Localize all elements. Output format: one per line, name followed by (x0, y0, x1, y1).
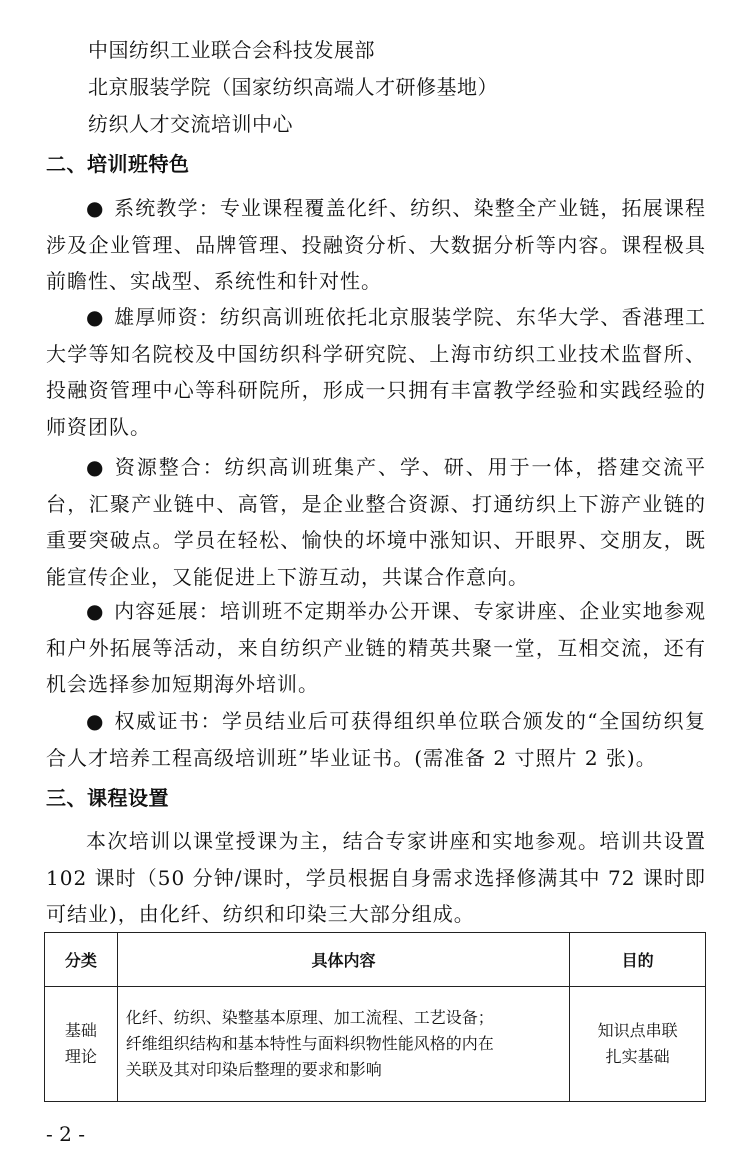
header-category: 分类 (45, 933, 118, 987)
bullet-icon: ● (86, 196, 105, 220)
feature-item-systematic: ● 系统教学：专业课程覆盖化纤、纺织、染整全产业链，拓展课程涉及企业管理、品牌管理、投融资分析、大数据分析等内容。课程极具前瞻性、实战型、系统性和针对性。 (46, 190, 706, 300)
organizer-2: 北京服装学院（国家纺织高端人才研修基地） (88, 75, 498, 99)
feature-item-resources: ● 资源整合：纺织高训班集产、学、研、用于一体，搭建交流平台，汇聚产业链中、高管，是企业整合资源、打通纺织上下游产业链的重要突破点。学员在轻松、愉快的坏境中涨知识、开眼界、交朋友，既能宣传企业，又能促进上下游互动，共谋合作意向。 (46, 449, 706, 595)
bullet-icon: ● (86, 709, 105, 733)
bullet-icon: ● (86, 599, 105, 623)
cell-category: 基础 理论 (45, 987, 118, 1102)
section-heading-features: 二、培训班特色 (46, 152, 190, 176)
organizer-1: 中国纺织工业联合会科技发展部 (88, 38, 375, 62)
bullet-icon: ● (86, 455, 105, 479)
table-header-row (45, 933, 706, 987)
header-content: 具体内容 (117, 933, 570, 987)
course-table (44, 932, 706, 1102)
table-row (45, 987, 706, 1102)
courses-intro: 本次培训以课堂授课为主，结合专家讲座和实地参观。培训共设置 102 课时（50 分钟/课时，学员根据自身需求选择修满其中 72 课时即可结业)，由化纤、纺织和印染三大部分组成。 (46, 829, 706, 926)
bullet-icon: ● (86, 305, 105, 329)
cell-content: 化纤、纺织、染整基本原理、加工流程、工艺设备； 纤维组织结构和基本特性与面料织物性能风格的内在 关联及其对印染后整理的要求和影响 (117, 987, 570, 1102)
feature-item-faculty: ● 雄厚师资：纺织高训班依托北京服装学院、东华大学、香港理工大学等知名院校及中国纺织科学研究院、上海市纺织工业技术监督所、投融资管理中心等科研院所，形成一只拥有丰富教学经验和实践经验的师资团队。 (46, 299, 706, 445)
header-purpose: 目的 (570, 933, 706, 987)
section-heading-courses: 三、课程设置 (46, 786, 169, 810)
organizer-3: 纺织人才交流培训中心 (88, 112, 293, 136)
feature-item-certificate: ● 权威证书：学员结业后可获得组织单位联合颁发的“全国纺织复合人才培养工程高级培训班”毕业证书。(需准备 2 寸照片 2 张)。 (46, 703, 706, 776)
page-number: - 2 - (46, 1122, 85, 1146)
cell-purpose: 知识点串联 扎实基础 (570, 987, 706, 1102)
feature-item-extension: ● 内容延展：培训班不定期举办公开课、专家讲座、企业实地参观和户外拓展等活动，来自纺织产业链的精英共聚一堂，互相交流，还有机会选择参加短期海外培训。 (46, 593, 706, 703)
